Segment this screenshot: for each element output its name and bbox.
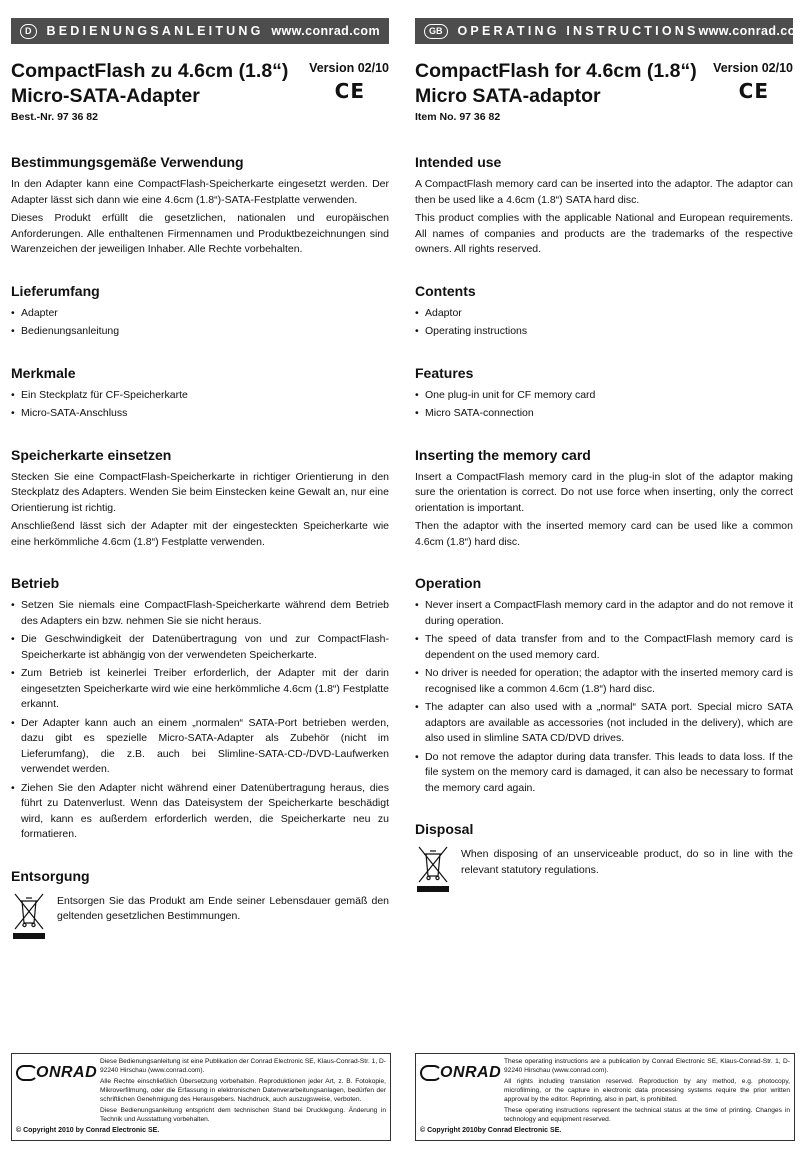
crossed-bin-icon: [11, 891, 47, 941]
copyright: © Copyright 2010 by Conrad Electronic SE.: [16, 1127, 160, 1134]
operation-list: [11, 598, 389, 843]
list-item: • Do not remove the adaptor during data transfer. This leads to data loss. If the file system on the memory card is damaged, it can also be necessary to format the memory card again.: [415, 750, 793, 797]
section-heading-operation: Operation: [415, 575, 482, 591]
disposal-block: [11, 891, 389, 941]
header-url: www.conrad.com: [698, 24, 808, 38]
list-item: • Die Geschwindigkeit der Datenübertragung von und zur CompactFlash-Speicherkarte ist abhängig von der verwendeten Speicherkarte.: [11, 632, 389, 663]
title-line-2: Micro-SATA-Adapter: [11, 85, 200, 107]
version-label: Version 02/10: [713, 61, 793, 75]
ce-mark-icon: CE: [334, 79, 365, 103]
footer-paragraph: Diese Bedienungsanleitung ist eine Publikation der Conrad Electronic SE, Klaus-Conrad-Str. 1, D-92240 Hirschau (www.conrad.com).: [100, 1058, 386, 1074]
english-column: [415, 18, 808, 894]
copyright: © Copyright 2010by Conrad Electronic SE.: [420, 1127, 562, 1134]
title-line-1: CompactFlash for 4.6cm (1.8“): [415, 60, 697, 82]
conrad-c-icon: [16, 1065, 38, 1081]
footer-text: [100, 1057, 386, 1125]
section-heading-disposal: Entsorgung: [11, 867, 90, 884]
header-url: www.conrad.com: [271, 24, 380, 38]
document-title: [415, 59, 715, 109]
list-item: • Adapter: [11, 306, 389, 322]
section-heading-contents: Contents: [415, 282, 476, 299]
paragraph: In den Adapter kann eine CompactFlash-Speicherkarte eingesetzt werden. Der Adapter lässt sich dann wie eine 4.6cm (1.8“)-SATA-Festplatte verwenden.: [11, 178, 389, 206]
list-item: • Ziehen Sie den Adapter nicht während einer Datenübertragung heraus, dies führt zu Datenverlust. Wenn das Dateisystem der Speicherkarte beschädigt wird, kann es außerdem erforderlich werden, die Speicherkarte neu zu formatieren.: [11, 781, 389, 843]
list-item: • Zum Betrieb ist keinerlei Treiber erforderlich, der Adapter mit der darin eingesetzten Speicherkarte wird wie eine herkömmliche 4.6cm (1.8“) Festplatte erkannt.: [11, 666, 389, 713]
paragraph: This product complies with the applicable National and European requirements. All names of companies and products are the trademarks of the respective owners. All rights reserved.: [415, 212, 793, 255]
item-number: Item No. 97 36 82: [415, 111, 501, 123]
operation-list: [415, 598, 793, 796]
publisher-footer: [11, 1053, 391, 1141]
section-heading-insert-card: Speicherkarte einsetzen: [11, 446, 172, 463]
section-heading-disposal: Disposal: [415, 821, 474, 837]
paragraph: Anschließend lässt sich der Adapter mit der eingesteckten Speicherkarte wie eine herkömmliche 4.6cm (1.8“) Festplatte verwenden.: [11, 520, 389, 548]
list-item: • Der Adapter kann auch an einem „normalen“ SATA-Port betrieben werden, dazu gibt es spezielle Micro-SATA-Adapter als Zubehör (nicht im Lieferumfang), die z.B. auch bei Slimline-SATA-CD-/DVD-Laufwerken verwendet werden.: [11, 716, 389, 778]
section-heading-insert-card: Inserting the memory card: [415, 446, 591, 463]
section-heading-features: Merkmale: [11, 364, 76, 381]
paragraph: A CompactFlash memory card can be inserted into the adaptor. The adaptor can then be used like a 4.6cm (1.8“) SATA hard disc.: [415, 178, 793, 206]
list-item: • Never insert a CompactFlash memory card in the adaptor and do not remove it during operation.: [415, 598, 793, 629]
features-list: [415, 388, 793, 422]
footer-paragraph: All rights including translation reserved. Reproduction by any method, e.g. photocopy, microfilming, or the capture in electronic data processing systems require the prior written approval by the editor. Reprinting, also in part, is prohibited.: [504, 1078, 790, 1103]
version-label: Version 02/10: [309, 61, 389, 75]
section-heading-intended-use: Bestimmungsgemäße Verwendung: [11, 154, 244, 170]
list-item: • No driver is needed for operation; the adaptor with the inserted memory card is recognised like a common 4.6cm (1.8“) hard disc.: [415, 666, 793, 697]
list-item: • Setzen Sie niemals eine CompactFlash-Speicherkarte während dem Betrieb des Adapters ein bzw. nehmen Sie sie nicht heraus.: [11, 598, 389, 629]
header-title: OPERATING INSTRUCTIONS: [457, 24, 699, 38]
conrad-logo: [420, 1057, 504, 1125]
list-item: • Operating instructions: [415, 324, 793, 340]
language-badge: GB: [424, 24, 448, 39]
paragraph: Stecken Sie eine CompactFlash-Speicherkarte in richtiger Orientierung in den Steckplatz des Adapters. Wenden Sie beim Einstecken keine Gewalt an, nur eine Orientierung ist richtig.: [11, 470, 389, 514]
contents-list: [415, 306, 793, 340]
publisher-footer: [415, 1053, 795, 1141]
section-heading-operation: Betrieb: [11, 575, 60, 591]
list-item: • Micro-SATA-Anschluss: [11, 406, 389, 422]
ce-mark-icon: CE: [738, 79, 769, 103]
header-title: BEDIENUNGSANLEITUNG: [46, 24, 264, 38]
disposal-block: [415, 844, 793, 894]
logo-wordmark: ONRAD: [36, 1064, 98, 1081]
header-bar: [415, 18, 808, 44]
paragraph: Insert a CompactFlash memory card in the plug-in slot of the adaptor making sure the orientation is correct. Do not use force when inserting, only the correct orientation is important.: [415, 470, 793, 514]
title-block: [415, 59, 793, 129]
section-heading-contents: Lieferumfang: [11, 282, 100, 299]
list-item: • Bedienungsanleitung: [11, 324, 389, 340]
list-item: • The speed of data transfer from and to the CompactFlash memory card is dependent on the used memory card.: [415, 632, 793, 663]
item-number: Best.-Nr. 97 36 82: [11, 111, 98, 123]
disposal-text: When disposing of an unserviceable product, do so in line with the relevant statutory regulations.: [461, 848, 793, 876]
paragraph: Dieses Produkt erfüllt die gesetzlichen, nationalen und europäischen Anforderungen. Alle enthaltenen Firmennamen und Produktbezeichnungen sind Warenzeichen der jeweiligen Inhaber. Alle Rechte vorbehalten.: [11, 212, 389, 255]
footer-paragraph: Diese Bedienungsanleitung entspricht dem technischen Stand bei Drucklegung. Änderung in Technik und Ausstattung vorbehalten.: [100, 1107, 386, 1123]
header-bar: [11, 18, 389, 44]
list-item: • Ein Steckplatz für CF-Speicherkarte: [11, 388, 389, 404]
title-line-2: Micro SATA-adaptor: [415, 85, 601, 107]
footer-paragraph: These operating instructions are a publication by Conrad Electronic SE, Klaus-Conrad-Str. 1, D-92240 Hirschau (www.conrad.com).: [504, 1058, 790, 1074]
title-block: [11, 59, 389, 129]
disposal-text: Entsorgen Sie das Produkt am Ende seiner Lebensdauer gemäß den geltenden gesetzlichen Bestimmungen.: [57, 894, 389, 922]
list-item: • One plug-in unit for CF memory card: [415, 388, 793, 404]
footer-paragraph: These operating instructions represent the technical status at the time of printing. Changes in technology and equipment reserved.: [504, 1107, 790, 1123]
footer-text: [504, 1057, 790, 1125]
crossed-bin-icon: [415, 844, 451, 894]
conrad-logo: [16, 1057, 100, 1125]
german-column: [11, 18, 389, 941]
document-title: [11, 59, 311, 109]
features-list: [11, 388, 389, 422]
logo-wordmark: ONRAD: [440, 1064, 502, 1081]
title-line-1: CompactFlash zu 4.6cm (1.8“): [11, 60, 289, 82]
paragraph: Then the adaptor with the inserted memory card can be used like a common 4.6cm (1.8“) hard disc.: [415, 520, 793, 548]
footer-paragraph: Alle Rechte einschließlich Übersetzung vorbehalten. Reproduktionen jeder Art, z. B. Fotokopie, Mikroverfilmung, oder die Erfassung in elektronischen Datenverarbeitungsanlagen, bedürfen der schriftlichen Genehmigung des Herausgebers. Nachdruck, auch auszugsweise, verboten.: [100, 1078, 386, 1103]
section-heading-features: Features: [415, 364, 474, 381]
list-item: • Adaptor: [415, 306, 793, 322]
language-badge: D: [20, 24, 37, 39]
contents-list: [11, 306, 389, 340]
conrad-c-icon: [420, 1065, 442, 1081]
section-heading-intended-use: Intended use: [415, 154, 502, 170]
list-item: • Micro SATA-connection: [415, 406, 793, 422]
list-item: • The adapter can also used with a „normal“ SATA port. Special micro SATA adaptors are available as accessories (not included in the delivery), which are also used in slimline SATA CD/DVD drives.: [415, 700, 793, 747]
